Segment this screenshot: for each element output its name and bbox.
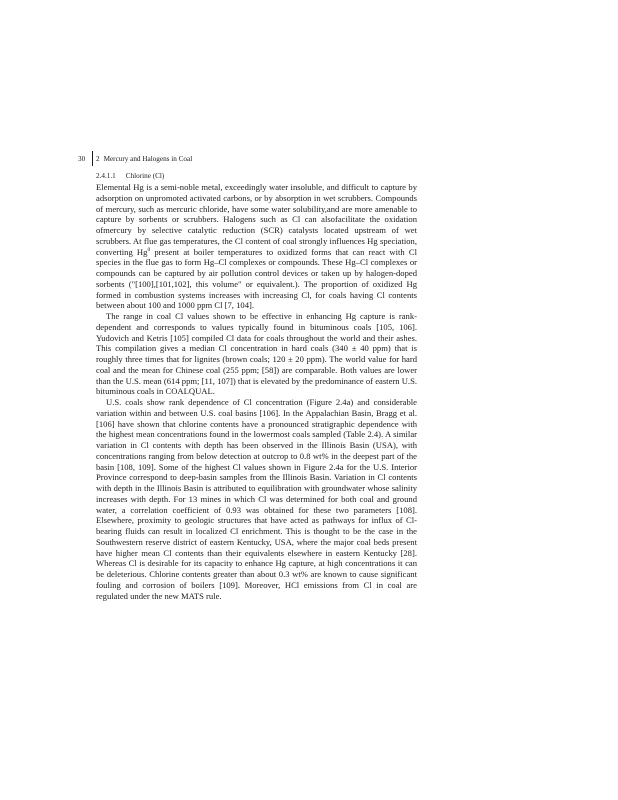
section-heading xyxy=(96,171,164,181)
chapter-number: 2 xyxy=(96,155,100,163)
section-title: Chlorine (Cl) xyxy=(125,172,165,180)
body-text xyxy=(96,182,417,601)
chapter-title: Mercury and Halogens in Coal xyxy=(103,155,193,163)
chapter-heading xyxy=(96,153,192,165)
paragraph-3: U.S. coals show rank dependence of Cl concentration (Figure 2.4a) and considerable variation within and between U.S. coal basins [106]. In the Appalachian Basin, Bragg et al. [106] have shown that chlorine contents have a pronounced stratigraphic dependence with the highest mean concentrations found in the lowermost coals sampled (Table 2.4). A similar variation in Cl contents with depth has been observed in the Illinois Basin (USA), with concentrations ranging from below detection at outcrop to 0.8 wt% in the deepest part of the basin [108, 109]. Some of the highest Cl values shown in Figure 2.4a for the U.S. Interior Province correspond to deep-basin samples from the Illinois Basin. Variation in Cl contents with depth in the Illinois Basin is attributed to equilibration with groundwater whose salinity increases with depth. For 13 mines in which Cl was determined for both coal and ground water, a correlation coefficient of 0.93 was obtained for these two parameters [108]. Elsewhere, proximity to geologic structures that have acted as pathways for influx of Cl-bearing fluids can result in localized Cl enrichment. This is thought to be the case in the Southwestern reserve district of eastern Kentucky, USA, where the major coal beds present have higher mean Cl contents than their equivalents elsewhere in eastern Kentucky [28]. Whereas Cl is desirable for its capacity to enhance Hg capture, at high concentrations it can be deleterious. Chlorine contents greater than about 0.3 wt% are known to cause significant fouling and corrosion of boilers [109]. Moreover, HCl emissions from Cl in coal are regulated under the new MATS rule. xyxy=(96,397,417,601)
paragraph-1-part-2: present at boiler temperatures to oxidized forms that can react with Cl species in the flue gas to form Hg–Cl complexes or compounds. These Hg–Cl complexes or compounds can be captured by air pollution control devices or taken up by halogen-doped sorbents ("[100],[101,102], this volume" or equivalent.). The proportion of oxidized Hg formed in combustion systems increases with increasing Cl, for coals having Cl contents between about 100 and 1000 ppm Cl [7, 104]. xyxy=(96,246,417,311)
running-header xyxy=(78,153,418,165)
header-divider xyxy=(92,151,93,166)
paragraph-1-part-1: Elemental Hg is a semi-noble metal, exceedingly water insoluble, and difficult to capture by adsorption on unpromoted activated carbons, or by absorption in wet scrubbers. Compounds of mercury, such as mercuric chloride, have some water solubility,and are more amenable to capture by sorbents or scrubbers. Halogens such as Cl can alsofacilitate the oxidation ofmercury by selective catalytic reduction (SCR) catalysts located upstream of wet scrubbers. At flue gas temperatures, the Cl content of coal strongly influences Hg speciation, converting Hg xyxy=(96,182,417,257)
page-number: 30 xyxy=(78,155,86,163)
paragraph-2: The range in coal Cl values shown to be effective in enhancing Hg capture is rank-dependent and corresponds to values typically found in bituminous coals [105, 106]. Yudovich and Ketris [105] compiled Cl data for coals throughout the world and their ashes. This compilation gives a median Cl concentration in hard coals (340 ± 40 ppm) that is roughly three times that for lignites (brown coals; 120 ± 20 ppm). The world value for hard coal and the mean for Chinese coal (255 ppm; [58]) are comparable. Both values are lower than the U.S. mean (614 ppm; [11, 107]) that is elevated by the predominance of eastern U.S. bituminous coals in COALQUAL. xyxy=(96,311,417,397)
section-number: 2.4.1.1 xyxy=(96,172,116,180)
paragraph-1 xyxy=(96,182,417,311)
hg-oxidation-state-superscript: 0 xyxy=(147,246,151,253)
